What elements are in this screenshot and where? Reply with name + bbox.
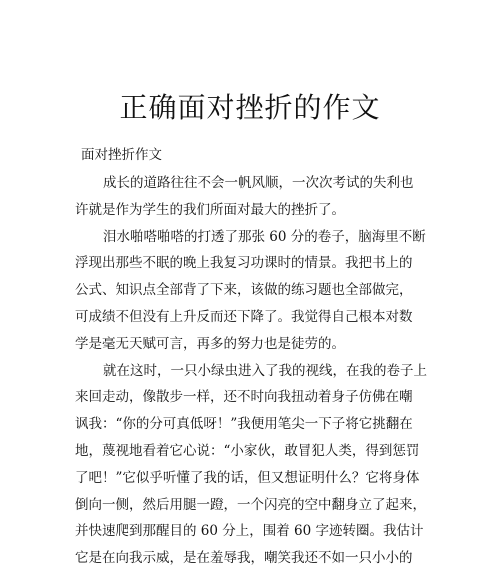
paragraph-line: 讽我：“你的分可真低呀！”我便用笔尖一下子将它挑翻在 bbox=[75, 416, 413, 433]
paragraph-line: 倒向一侧，然后用腿一蹬，一个闪亮的空中翻身立了起来， bbox=[75, 496, 426, 513]
paragraph-line: 成长的道路往往不会一帆风顺，一次次考试的失利也 bbox=[103, 175, 414, 191]
paragraph-line: 公式、知识点全部背了下来，该做的练习题也全部做完， bbox=[75, 282, 413, 299]
paragraph-line: 学是毫无天赋可言，再多的努力也是徒劳的。 bbox=[75, 335, 345, 352]
paragraph-line: 来回走动，像散步一样，还不时向我扭动着身子仿佛在嘲 bbox=[75, 389, 413, 406]
document-body bbox=[75, 170, 435, 572]
paragraph-line: 它是在向我示威，是在羞辱我，嘲笑我还不如一只小小的 bbox=[75, 550, 413, 567]
paragraph-line: 了吧！”它似乎听懂了我的话，但又想证明什么？它将身体 bbox=[75, 469, 420, 486]
paragraph-line: 地，蔑视地看着它心说：“小家伙，敢冒犯人类，得到惩罚 bbox=[75, 442, 420, 459]
paragraph-line: 许就是作为学生的我们所面对最大的挫折了。 bbox=[75, 201, 345, 218]
document-subtitle: 面对挫折作文 bbox=[81, 147, 162, 163]
paragraph-line: 浮现出那些不眠的晚上我复习功课时的情景。我把书上的 bbox=[75, 255, 413, 272]
paragraph-line: 泪水啪嗒啪嗒的打透了那张 60 分的卷子，脑海里不断 bbox=[103, 228, 426, 245]
paragraph-line: 可成绩不但没有上升反而还下降了。我觉得自己根本对数 bbox=[75, 308, 413, 325]
paragraph-line: 就在这时，一只小绿虫进入了我的视线，在我的卷子上 bbox=[103, 362, 427, 379]
paragraph-line: 并快速爬到那醒目的 60 分上，围着 60 字迹转圈。我估计 bbox=[75, 523, 424, 540]
document-title: 正确面对挫折的作文 bbox=[119, 91, 381, 124]
